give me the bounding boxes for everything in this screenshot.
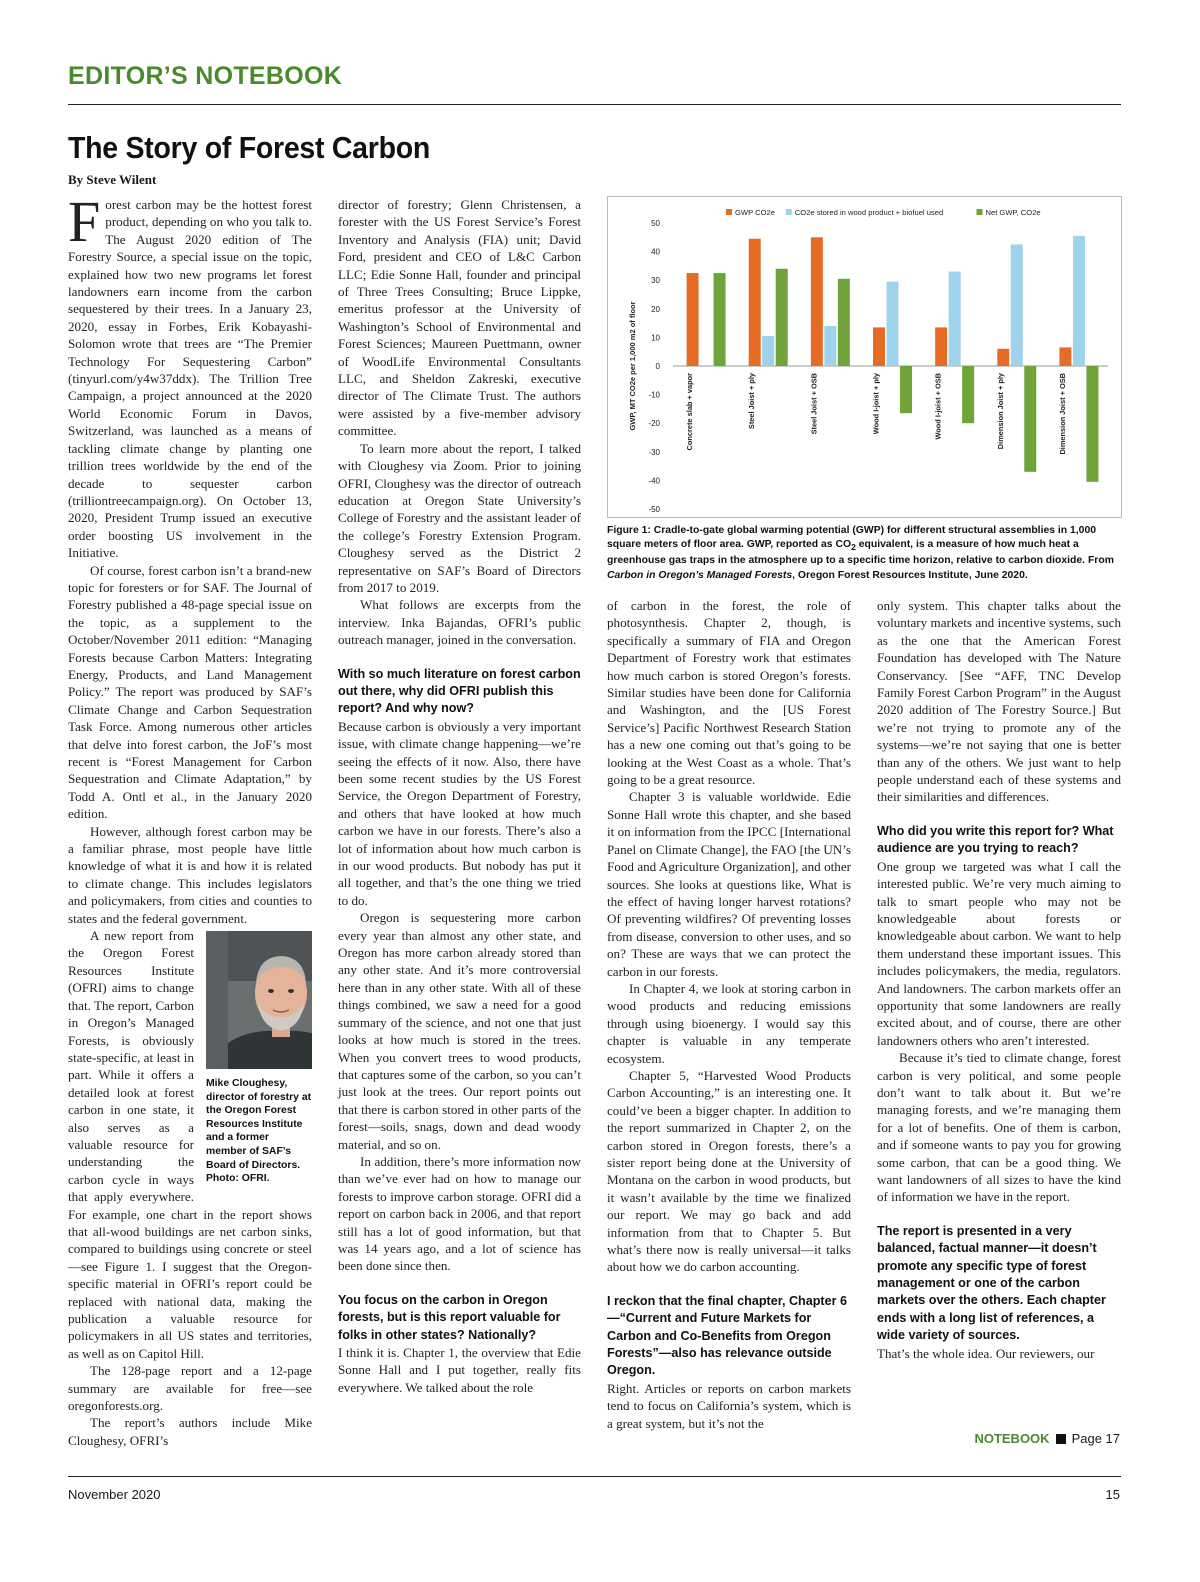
article-title: The Story of Forest Carbon — [68, 130, 431, 165]
paragraph: In addition, there’s more information now than we’ve ever had on how to manage our forests to improve carbon storage. OFRI did a report on carbon back in 2006, and that report still has a lot of good information, but that was 14 years ago, and a lot of science has been done since then. — [338, 1153, 581, 1274]
paragraph: director of forestry; Glenn Christensen, a forester with the US Forest Service’s Forest Inventory and Analysis (FIA) unit; David Ford, president and CEO of L&C Carbon LLC; Edie Sonne Hall, founder and principal of Three Trees Consulting; Bruce Lippke, emeritus professor at the University of Washington’s School of Environmental and Forest Sciences; Maureen Puettmann, owner of WoodLife Environmental Consultants LLC, and Sheldon Zakreski, executive director of The Climate Trust. The authors were assisted by a five-member advisory committee. — [338, 197, 581, 439]
continued-notice — [974, 1431, 1120, 1446]
interview-question: With so much literature on forest carbon out there, why did OFRI publish this report? And why now? — [338, 666, 581, 716]
legend-label: CO2e stored in wood product + biofuel used — [794, 208, 944, 217]
y-tick-label: -10 — [648, 390, 660, 400]
portrait-illustration — [228, 931, 312, 1069]
interview-question: I reckon that the final chapter, Chapter 6—“Current and Future Markets for Carbon and Co-Benefits from Oregon Forests”—also has relevance outside Oregon. — [607, 1293, 848, 1378]
section-heading: EDITOR’S NOTEBOOK — [68, 62, 343, 90]
bar-co2e-stored-in-wood-product-biofuel-used — [1073, 236, 1085, 366]
paragraph: In Chapter 4, we look at storing carbon in wood products and reducing emissions through using bioenergy. I would say this chapter is valuable in any temperate ecosystem. — [607, 980, 851, 1066]
bar-co2e-stored-in-wood-product-biofuel-used — [1011, 244, 1023, 366]
square-bullet-icon — [1056, 1434, 1066, 1444]
paragraph: To learn more about the report, I talked with Cloughesy via Zoom. Prior to joining OFRI, Cloughesy was the director of outreach education at Oregon State University’s College of Forestry and the assistant leader of the college’s Forestry Extension Program. Cloughesy served as the District 2 representative on SAF’s Board of Directors from 2017 to 2019. — [338, 440, 581, 595]
bar-gwp-co2e — [811, 237, 823, 366]
y-tick-label: 0 — [655, 362, 660, 371]
column-3 — [607, 597, 851, 1432]
bar-net-gwp-co2e — [838, 279, 850, 366]
paragraph: What follows are excerpts from the interview. Inka Bajandas, OFRI’s public outreach manager, joined in the conversation. — [338, 597, 581, 648]
byline: By Steve Wilent — [68, 172, 157, 187]
paragraph: Mike Cloughesy, director of forestry at the Oregon Forest Resources Institute and a former member of SAF’s Board of Directors. Photo: OFRI. A new report from the Oregon Forest Resources Institute (OFRI) aims to change that. The report, Carbon in Oregon’s Managed Forests, is obviously state-specific, at least in part. While it offers a detailed look at forest carbon in one state, it also serves as a valuable resource for understanding the carbon cycle in ways that apply everywhere. For example, one chart in the report shows that all-wood buildings are net carbon sinks, compared to buildings using concrete or steel—see Figure 1. I suggest that the Oregon-specific material in OFRI’s report could be replaced with national data, making the publication a valuable resource for policymakers in all US states and territories, as well as on Capitol Hill. — [68, 927, 312, 1362]
issue-date: November 2020 — [68, 1487, 161, 1502]
legend-label: GWP CO2e — [735, 208, 775, 217]
bar-co2e-stored-in-wood-product-biofuel-used — [949, 272, 961, 366]
paragraph: Oregon is sequestering more carbon every year than almost any other state, and Oregon has more carbon already stored than any other state. And it’s more controversial here than in any other state. With all of these things combined, we saw a need for a good summary of the science, and not one that just looks at how much is stored in the trees. When you convert trees to wood products, that captures some of the carbon, so you can’t just look at the trees. Our report points out that there is carbon stored in other parts of the forest—soils, snags, down and dead woody material, and so on. — [338, 910, 581, 1152]
bar-gwp-co2e — [687, 273, 699, 366]
bar-net-gwp-co2e — [1086, 366, 1098, 482]
bar-co2e-stored-in-wood-product-biofuel-used — [762, 336, 774, 366]
bar-net-gwp-co2e — [900, 366, 912, 413]
page-number: 15 — [1105, 1487, 1120, 1502]
column-4 — [877, 597, 1121, 1362]
paragraph: Chapter 5, “Harvested Wood Products Carbon Accounting,” is an interesting one. It could’ve been a bigger chapter. In addition to the report summarized in Chapter 2, on the carbon stored in Oregon forests, there’s a sister report being done at the University of Montana on the carbon in wood products, but it wasn’t available by the time we finalized our report. We may go back and add information from that to Chapter 5. But what’s there now is really universal—it talks about how we do carbon accounting. — [607, 1067, 851, 1275]
y-tick-label: 30 — [651, 276, 660, 286]
paragraph: However, although forest carbon may be a familiar phrase, most people have little knowledge of what it is and how it is related to climate change. This includes legislators and policymakers, from cities and counties to states and the federal government. — [68, 823, 312, 926]
y-tick-label: 40 — [651, 247, 660, 257]
bar-gwp-co2e — [749, 239, 761, 366]
interview-question: Who did you write this report for? What audience are you trying to reach? — [877, 823, 1114, 856]
category-label: Dimension Joist + OSB — [1057, 373, 1067, 455]
y-tick-label: -20 — [648, 419, 660, 429]
legend-swatch — [786, 209, 792, 215]
paragraph: That’s the whole idea. Our reviewers, our — [877, 1345, 1095, 1361]
category-label: Steel Joist + OSB — [809, 373, 819, 435]
bar-net-gwp-co2e — [776, 269, 788, 366]
interview-question: The report is presented in a very balanced, factual manner—it doesn’t promote any specific type of forest management or one of the carbon markets over the others. Each chapter ends with a long list of references, a wide variety of sources. — [877, 1223, 1106, 1343]
bar-net-gwp-co2e — [714, 273, 726, 366]
paragraph: One group we targeted was what I call the interested public. We’re very much aiming to talk to smart people who may not be knowledgeable about forests or knowledgeable about carbon. We want to help them understand these important issues. This includes policymakers, the media, regulators. And landowners. The carbon markets offer an opportunity that some landowners are really excited about, and of course, there are other landowners others who aren’t interested. — [877, 858, 1121, 1048]
paragraph: I think it is. Chapter 1, the overview that Edie Sonne Hall and I put together, really fits everywhere. We talked about the role — [338, 1345, 581, 1395]
category-label: Wood I-joist + ply — [871, 373, 881, 435]
y-tick-label: 20 — [651, 304, 660, 314]
legend-swatch — [977, 209, 983, 215]
figure-chart — [607, 196, 1122, 518]
bar-gwp-co2e — [873, 327, 885, 366]
paragraph: of carbon in the forest, the role of photosynthesis. Chapter 2, though, is specifically a summary of FIA and Oregon Department of Forestry work that estimates how much carbon is stored Oregon’s forests. Similar studies have been done for California and Washington, and the [US Forest Service’s] Pacific Northwest Research Station has a new one coming out that’s going to be looking at the West Coast as a whole. That’s going to be a great resource. — [607, 598, 851, 788]
category-label: Wood I-joist + OSB — [933, 373, 943, 440]
paragraph: Because carbon is obviously a very important issue, with climate change happening—we’re seeing the effects of it now. Also, there have been some recent studies by the US Forest Service, the Oregon Department of Forestry, and others that have looked at how much carbon we have in our forests. There’s also a lot of information about how much carbon is in our wood products. But nobody has put it all together, and that’s the one thing we tried to do. — [338, 718, 581, 908]
y-tick-label: -40 — [648, 476, 660, 486]
legend-swatch — [726, 209, 732, 215]
paragraph: The report’s authors include Mike Cloughesy, OFRI’s — [68, 1415, 312, 1448]
y-tick-label: 10 — [651, 333, 660, 343]
bar-gwp-co2e — [1059, 347, 1071, 366]
photo-box — [206, 931, 312, 1186]
category-label: Dimension Joist + ply — [995, 373, 1005, 450]
bar-net-gwp-co2e — [962, 366, 974, 423]
top-rule — [68, 104, 1121, 105]
category-label: Concrete slab + vapor — [685, 373, 695, 451]
paragraph: Chapter 3 is valuable worldwide. Edie Sonne Hall wrote this chapter, and she based it on information from the IPCC [International Panel on Climate Change], the FAO [the UN’s Food and Agriculture Organization], and other sources. She looks at questions like, What is the effect of having longer harvest rotations? Of preventing wildfires? Of preventing losses from disease, conversion to other uses, and so on? These are ways that we can protect the carbon in our forests. — [607, 789, 851, 979]
category-label: Steel Joist + ply — [747, 373, 757, 430]
y-tick-label: -30 — [648, 447, 660, 457]
paragraph: Right. Articles or reports on carbon markets tend to focus on California’s system, which is a great system, but it’s not the — [607, 1380, 851, 1431]
continued-page: Page 17 — [1071, 1431, 1120, 1446]
y-axis-label: GWP, MT CO2e per 1,000 m2 of floor — [628, 301, 637, 431]
paragraph: Forest carbon may be the hottest forest product, depending on who you talk to. The August 2020 edition of The Forestry Source, a special issue on the topic, explained how two new programs let forest landowners earn income from the carbon sequestered by their trees. In a January 23, 2020, essay in Forbes, Erik Kobayashi-Solomon wrote that trees are “The Premier Technology For Sequestering Carbon” (tinyurl.com/y4w37ddx). The Trillion Tree Campaign, a project announced at the 2020 World Economic Forum in Davos, Switzerland, was launched as a means of tackling climate change by planting one trillion trees worldwide by the end of the decade to sequester carbon (trilliontreecampaign.org). On October 13, 2020, President Trump issued an executive order boosting US involvement in the Initiative. — [68, 189, 312, 561]
bar-co2e-stored-in-wood-product-biofuel-used — [887, 282, 899, 366]
bar-co2e-stored-in-wood-product-biofuel-used — [824, 326, 836, 366]
legend-label: Net GWP, CO2e — [985, 208, 1041, 217]
gwp-bar-chart — [608, 197, 1121, 517]
paragraph: Because it’s tied to climate change, forest carbon is very political, and some people don’t want to talk about it. But we’re managing forests, and we’re managing them for a lot of benefits. One of them is carbon, and if someone wants to pay you for growing some carbon, that can be a good thing. We want landowners of all sizes to have the kind of information we have in the report. — [877, 1050, 1121, 1205]
author-photo — [206, 931, 312, 1069]
bar-gwp-co2e — [935, 327, 947, 366]
figure-caption: Figure 1: Cradle-to-gate global warming potential (GWP) for different structural assemblies in 1,000 square meters of floor area. GWP, reported as $CO_2$ equivalent, is a measure of how much heat a greenhouse gas traps in the atmosphere up to a specific time horizon, relative to carbon dioxide. From Carbon in Oregon’s Managed Forests, Oregon Forest Resources Institute, June 2020. — [607, 525, 1114, 581]
column-2 — [338, 196, 581, 1396]
column-1 — [68, 189, 312, 1449]
bar-net-gwp-co2e — [1024, 366, 1036, 472]
paragraph: The 128-page report and a 12-page summary are available for free—see oregonforests.org. — [68, 1363, 312, 1414]
bar-gwp-co2e — [997, 349, 1009, 366]
paragraph: only system. This chapter talks about the voluntary markets and incentive systems, such as the one that the American Forest Foundation has developed with The Nature Conservancy. [See “AFF, TNC Develop Family Forest Carbon Program” in the August 2020 addition of The Forestry Source.] But we’re not trying to promote any of the systems—we’re not saying that one is better than any of the others. We just want to help people understand each of these systems and their similarities and differences. — [877, 598, 1121, 805]
paragraph: Of course, forest carbon isn’t a brand-new topic for foresters or for SAF. The Journal of Forestry published a 48-page special issue on the topic, as a supplement to the October/November 2011 edition: “Managing Forests because Carbon Matters: Integrating Energy, Products, and Land Management Policy.” The report was produced by SAF’s Climate Change and Carbon Sequestration Task Force. Among numerous other articles that delve into forest carbon, the JoF’s most recent is “Forest Management for Carbon Sequestration and Climate Adaptation,” by Todd A. Ontl et al., in the January 2020 edition. — [68, 562, 312, 822]
y-tick-label: -50 — [648, 505, 660, 514]
photo-caption: Mike Cloughesy, director of forestry at the Oregon Forest Resources Institute and a former member of SAF’s Board of Directors. Photo: OFRI. — [206, 1078, 312, 1185]
notebook-label: NOTEBOOK — [974, 1431, 1050, 1446]
drop-cap: F — [68, 189, 101, 254]
interview-question: You focus on the carbon in Oregon forests, but is this report valuable for folks in other states? Nationally? — [338, 1292, 561, 1342]
bottom-rule — [68, 1476, 1121, 1477]
y-tick-label: 50 — [651, 219, 660, 228]
